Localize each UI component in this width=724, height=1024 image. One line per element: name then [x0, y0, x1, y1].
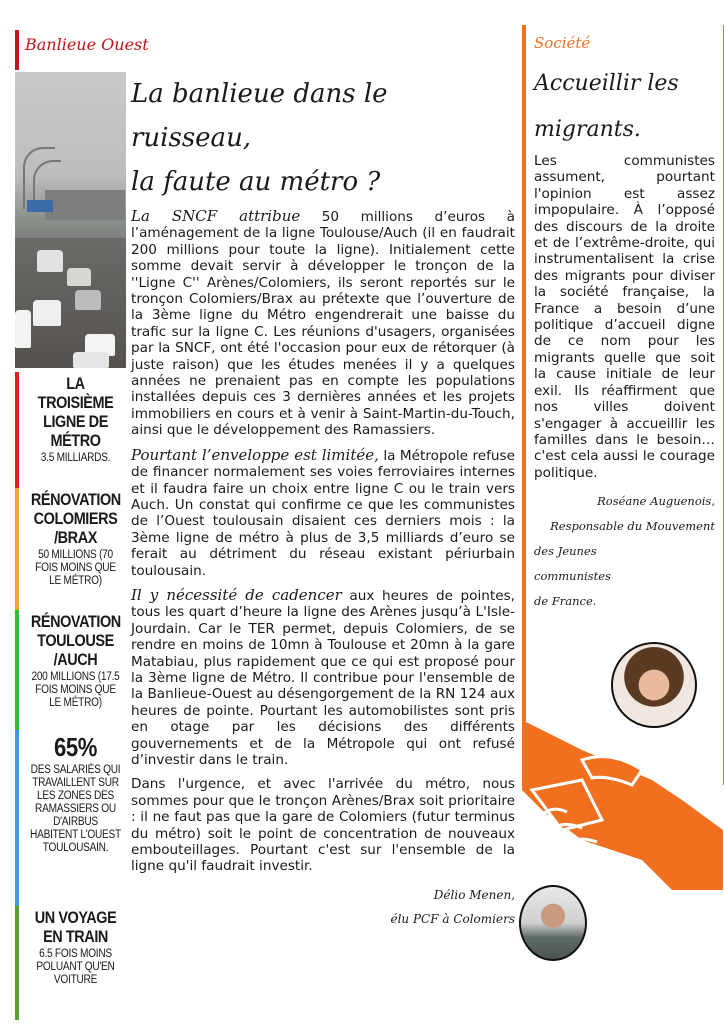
signature-role: élu PCF à Colomiers [390, 911, 515, 926]
stat-detail: 200 MILLIONS (17.5 FOIS MOINS QUE LE MÉTRO) [31, 671, 120, 709]
section-label-text: Banlieue Ouest [25, 35, 149, 54]
section-label-societe: Société [534, 34, 591, 52]
signature-name: Délio Menen, [433, 887, 515, 902]
traffic-photo [15, 72, 126, 368]
car [33, 300, 61, 326]
stat-block [15, 610, 128, 730]
signature-line: Roséane Auguenois, [597, 494, 715, 509]
stat-title: LA TROISIÈME LIGNE DE MÉTRO [37, 374, 114, 450]
article-paragraph [131, 208, 515, 439]
societe-title-line-2: migrants. [534, 117, 641, 142]
signature-line: des Jeunes [534, 544, 597, 559]
signature-line: Responsable du Mouvement [550, 519, 715, 534]
stat-title: RÉNOVATION COLOMIERS /BRAX [30, 490, 121, 547]
article-signature [131, 883, 515, 931]
societe-signature [526, 489, 723, 614]
stat-title: RÉNOVATION TOULOUSE /AUCH [30, 612, 121, 669]
car [75, 290, 101, 310]
stat-block [15, 730, 128, 906]
paragraph-text: 50 millions d’euros à l’aménagement de la ligne Toulouse/Auch (il en faudrait 200 millions pour toute la ligne). Initialement cette somme devait servir à développer le tronçon de la ''Ligne C'' Arènes/Colomiers, ils seront reportés sur le tronçon Colomiers/Brax au prétexte que l’ouverture de la 3ème ligne du Métro engendrerait une baisse du trafic sur la ligne C. Les réunions d'usagers, organisées par la SNCF, ont été l'occasion pour eux de rétorquer (à juste raison) que les études menées il y a quelques années ne prenaient pas en compte les populations installées depuis ces 3 dernières années et les projets immobiliers en cours et à venir à Saint-Martin-du-Touch, ainsi que le développement des Ramassiers. [131, 209, 515, 439]
stat-detail: DES SALARIÉS QUI TRAVAILLENT SUR LES ZONES DES RAMASSIERS OU D'AIRBUS HABITENT L'OUEST TOULOUSAIN. [30, 764, 121, 854]
author-portrait [519, 885, 587, 961]
car [37, 250, 63, 272]
car [73, 352, 109, 368]
stat-detail: 6.5 FOIS MOINS POLUANT QU'EN VOITURE [36, 948, 115, 986]
paragraph-text: la Métropole refuse de financer normalement ses voies ferroviaires internes et il faudra faire un choix entre ligne C ou le train vers Auch. Un constat qui confirme ce que les communistes de l’Ouest toulousain disaient ces derniers mois : la 3ème ligne de métro à plus de 3,5 milliards d’euro se ferait au détriment du réseau existant périurbain toulousain. [131, 447, 515, 579]
stat-title: UN VOYAGE EN TRAIN [34, 908, 117, 946]
stat-block [15, 372, 128, 488]
article-paragraph [131, 587, 515, 768]
stat-block [15, 906, 128, 1020]
road-sign [27, 200, 53, 212]
signature-line: de France. [534, 594, 597, 609]
article-paragraph [131, 776, 515, 874]
article-title-line-2: la faute au métro ? [131, 167, 381, 197]
paragraph-text: aux heures de pointes, tous les quart d’heure la ligne des Arènes jusqu’à L'Isle-Jourdain. Car le TER permet, depuis Colomiers, de se rendre en moins de 10mn à Toulouse et 20mn à la gare Matabiau, plus rapidement que ce qui est proposé pour la 3ème ligne de Métro. Il contribue pour l'ensemble de la Banlieue-Ouest au désengorgement de la RN 124 aux heures de pointe. Pourtant les automobilistes sont pris en otage par les décisions des différents gouvernements et de la Métropole qui ont refusé d’investir dans le train. [131, 587, 515, 768]
article-title [131, 72, 515, 204]
sidebar-stats [15, 372, 128, 1020]
stat-title: 65% [54, 732, 97, 762]
signature-line: communistes [534, 569, 611, 584]
stat-detail: 50 MILLIONS (70 FOIS MOINS QUE LE MÉTRO) [35, 549, 116, 587]
paragraph-text: Dans l'urgence, et avec l'arrivée du métro, nous sommes pour que le tronçon Arènes/Brax soit prioritaire : il ne faut pas que la gare de Colomiers (futur terminus du métro) soit le point de concentration de nouveaux embouteillages. Pourtant c'est sur l'ensemble de la ligne qu'il faudrait investir. [131, 776, 515, 875]
article-paragraph [131, 447, 515, 579]
paragraph-lead: La SNCF attribue [131, 207, 301, 225]
societe-body: Les communistes assument, pourtant l'opinion est assez impopulaire. À l’opposé des discours de la droite et de l’extrême-droite, qui instrumentalisent la crise des migrants pour diviser la société française, la France a besoin d’une politique d’accueil digne de ce nom pour les migrants quelle que soit la cause initiale de leur exil. Ils réaffirment que nos villes doivent s'engager à accueillir les familles dans le besoin… c'est cela aussi le courage politique. [534, 153, 715, 481]
paragraph-lead: Il y nécessité de cadencer [131, 585, 342, 604]
author-portrait [611, 642, 697, 728]
main-article [131, 72, 515, 931]
societe-title-line-1: Accueillir les [534, 71, 679, 96]
article-title-line-1: La banlieue dans le ruisseau, [131, 79, 388, 153]
stat-block [15, 488, 128, 610]
car [67, 268, 91, 286]
buildings [45, 190, 125, 220]
car [15, 310, 31, 348]
handshake-icon [522, 720, 723, 890]
societe-title [526, 61, 723, 153]
section-label-banlieue-ouest [15, 30, 149, 70]
stat-detail: 3.5 MILLIARDS. [40, 452, 111, 464]
paragraph-lead: Pourtant l’enveloppe est limitée, [131, 445, 379, 464]
